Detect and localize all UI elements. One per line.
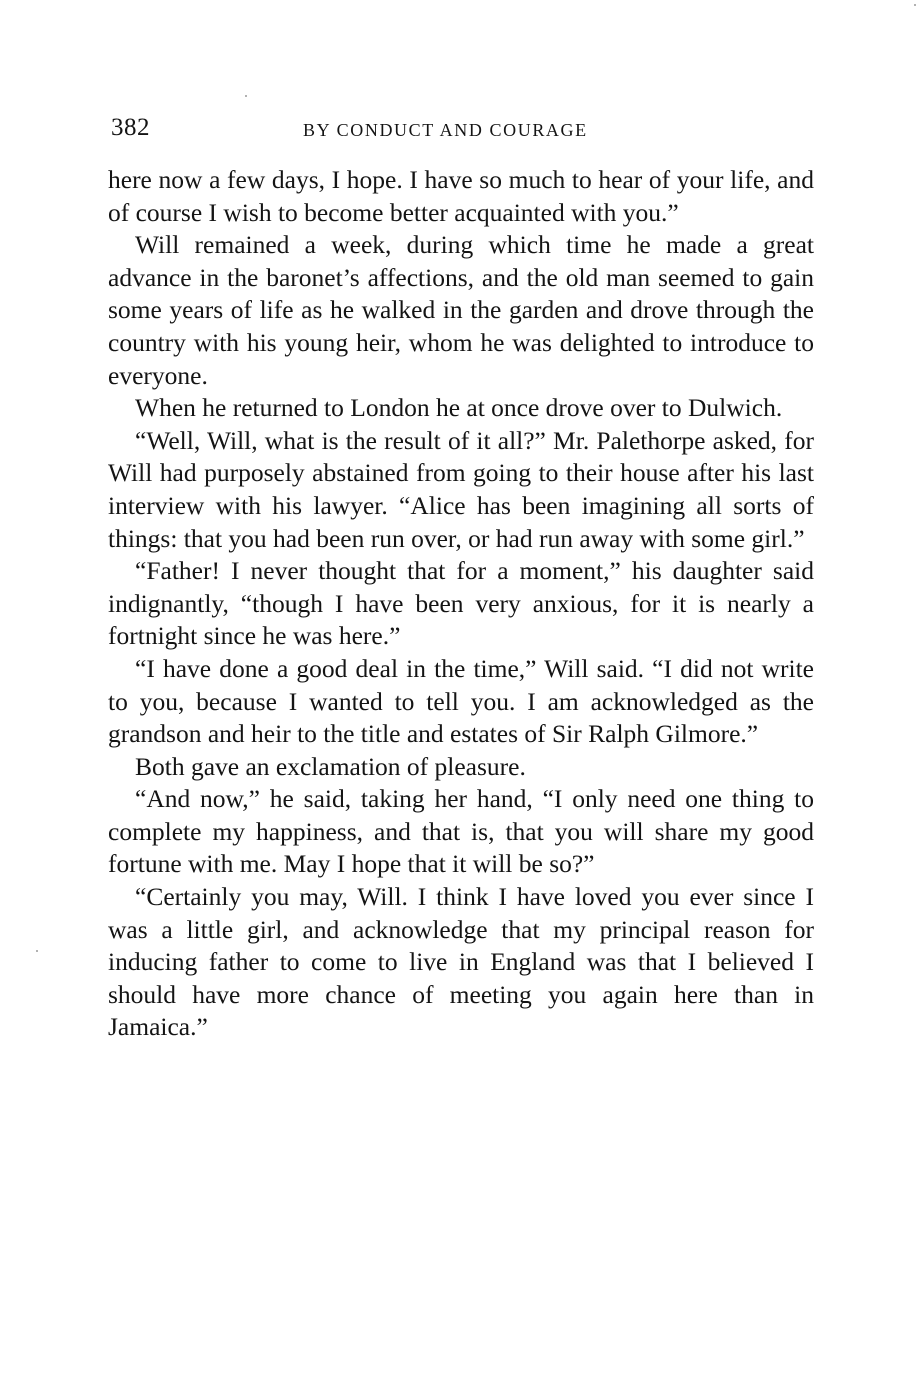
page-number: 382: [111, 114, 150, 141]
paragraph: Both gave an exclamation of pleasure.: [135, 751, 526, 781]
paragraph: “Father! I never thought that for a moment,” his daughter said indignantly, “though I have been very anxious, for it is nearly a fortnight since he was here.”: [108, 556, 814, 651]
paragraph: “And now,” he said, taking her hand, “I only need one thing to complete my happiness, and that is, that you will share my good fortune with me. May I hope that it will be so?”: [108, 784, 814, 879]
body-text: [108, 164, 814, 1044]
paragraph: here now a few days, I hope. I have so much to hear of your life, and of course I wish to become better acquainted with you.”: [108, 165, 814, 227]
paragraph: “I have done a good deal in the time,” Will said. “I did not write to you, because I wanted to tell you. I am acknowledged as the grandson and heir to the title and estates of Sir Ralph Gilmore.”: [108, 653, 814, 749]
paragraph: When he returned to London he at once drove over to Dulwich.: [135, 393, 783, 423]
scan-speck: [36, 950, 38, 952]
running-head: BY CONDUCT AND COURAGE: [303, 120, 588, 140]
scan-speck: [245, 95, 247, 97]
paragraph: Will remained a week, during which time he made a great advance in the baronet’s affections, and the old man seemed to gain some years of life as he walked in the garden and drove through the country with his young heir, whom he was delighted to introduce to everyone.: [108, 230, 814, 390]
scan-speck: [914, 4, 916, 6]
paragraph: “Well, Will, what is the result of it all?” Mr. Palethorpe asked, for Will had purposely abstained from going to their house after his last interview with his lawyer. “Alice has been imagining all sorts of things: that you had been run over, or had run away with some girl.”: [108, 425, 814, 553]
paragraph: “Certainly you may, Will. I think I have loved you ever since I was a little girl, and acknowledge that my principal reason for inducing father to come to live in England was that I believed I should have more chance of meeting you again here than in Jamaica.”: [108, 882, 814, 1042]
page-header: [108, 110, 814, 146]
